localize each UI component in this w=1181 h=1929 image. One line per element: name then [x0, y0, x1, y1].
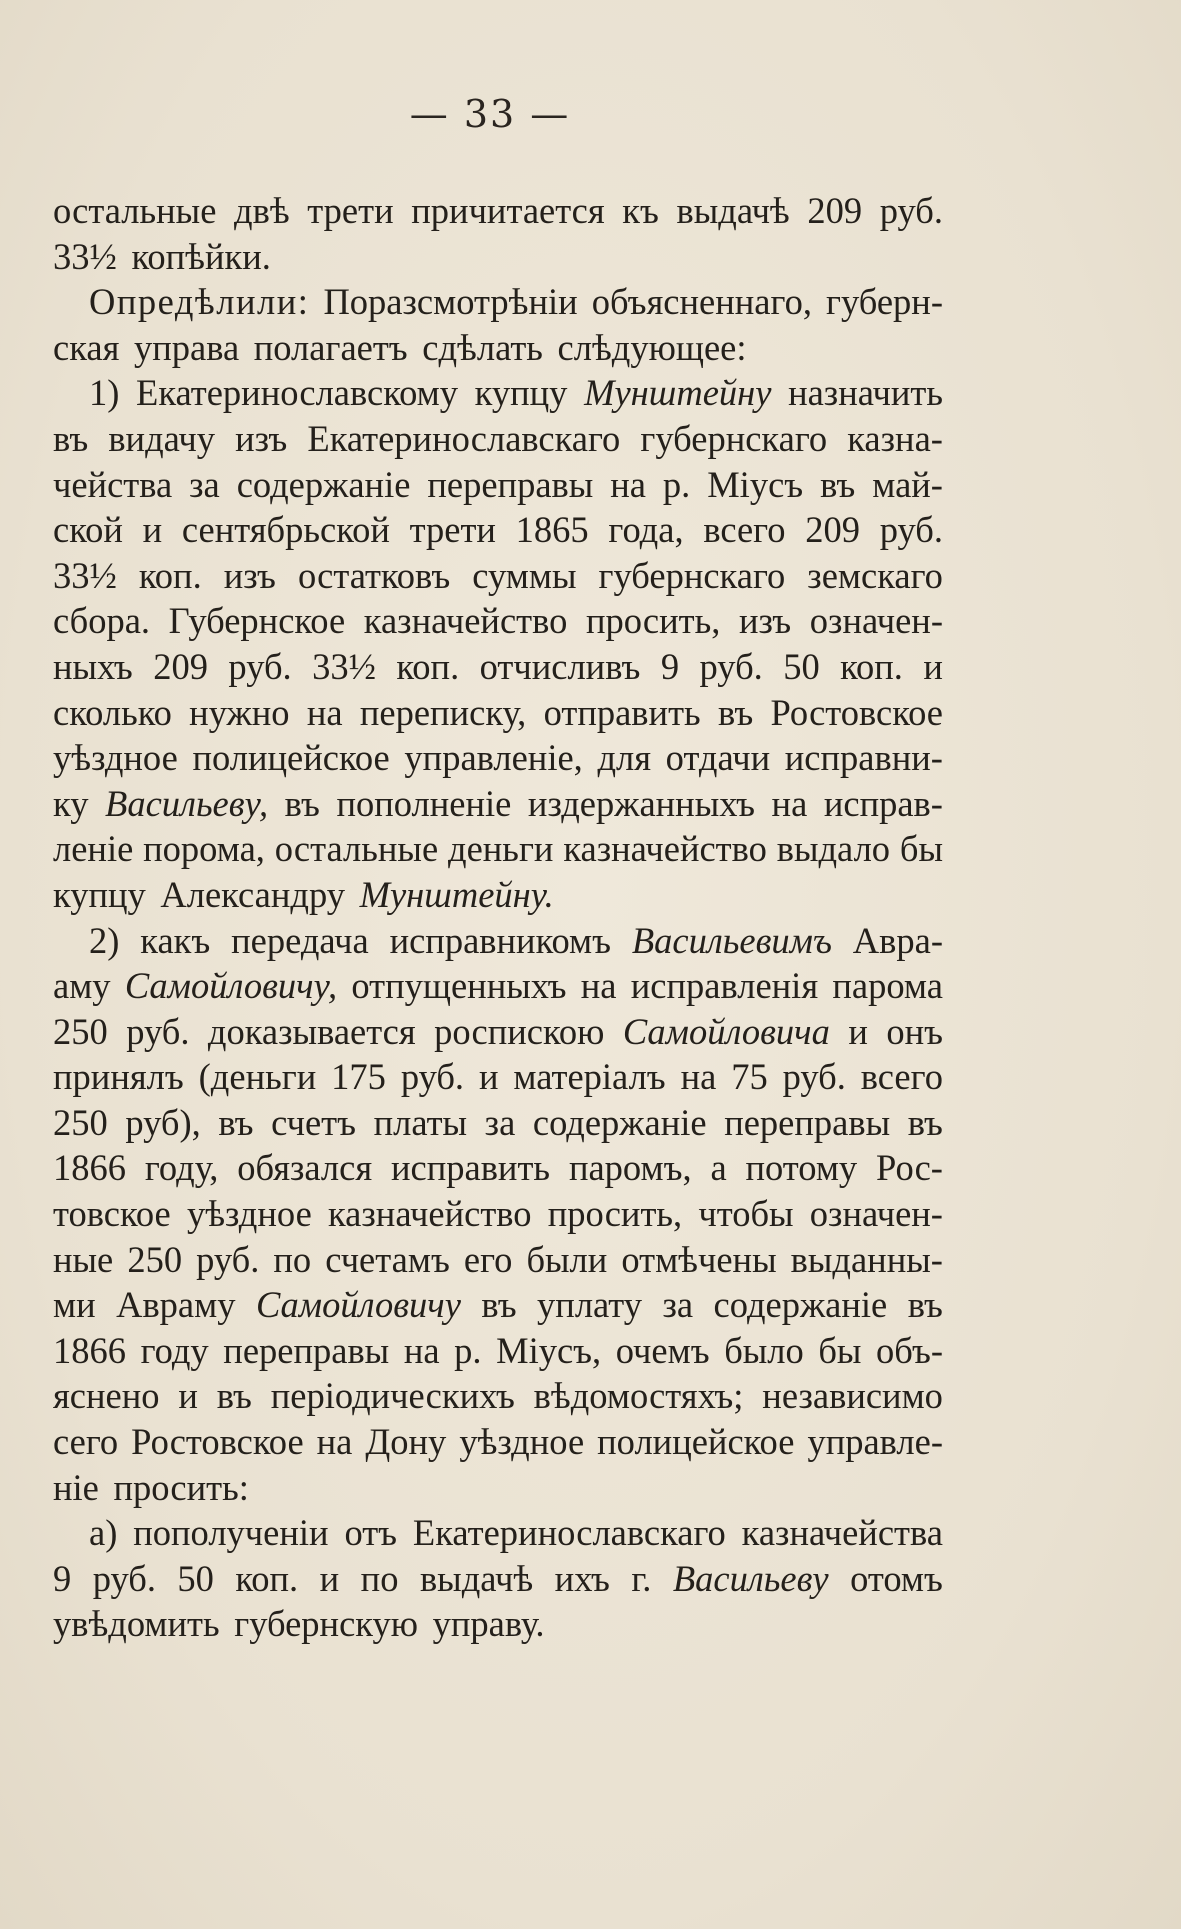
word: полицейское — [192, 737, 390, 779]
word: 75 — [731, 1056, 768, 1098]
word: товское — [53, 1193, 171, 1235]
word: руб. — [228, 645, 292, 687]
word: выданны- — [790, 1238, 943, 1280]
text-line — [53, 1510, 943, 1556]
word: по — [360, 1557, 399, 1599]
text-line — [53, 507, 943, 553]
word: отдачи — [665, 737, 771, 779]
word: казначейство — [363, 600, 568, 642]
word: двѣ — [234, 190, 290, 231]
text-line — [53, 1465, 943, 1511]
word: трети — [409, 509, 496, 551]
word: копѣйки. — [131, 235, 271, 277]
text-line — [53, 188, 943, 234]
word: 209 — [805, 509, 860, 551]
text-line — [53, 1556, 943, 1602]
word: въ — [53, 417, 89, 459]
word: (деньги — [198, 1056, 317, 1098]
word: р. — [662, 463, 691, 505]
word: Екатеринославскаго — [412, 1512, 726, 1554]
word: ская — [53, 326, 120, 368]
word: изъ — [235, 417, 288, 459]
word: коп. — [138, 554, 202, 596]
word: 250 — [53, 1010, 108, 1052]
word: 209 — [153, 645, 208, 687]
word: передача — [231, 919, 369, 961]
word: въ — [218, 1101, 254, 1143]
word: были — [526, 1238, 608, 1280]
word: изъ — [223, 554, 276, 596]
word: и — [319, 1557, 340, 1599]
text-line — [53, 1282, 943, 1328]
word: Авра- — [852, 919, 943, 961]
word: переписку, — [359, 691, 527, 733]
word: парома — [832, 965, 943, 1007]
text-line — [53, 826, 943, 872]
word: въ — [216, 1375, 252, 1417]
word: и — [142, 509, 163, 551]
word: въ — [718, 691, 754, 733]
word: въ — [907, 1101, 943, 1143]
word: Міусъ — [707, 463, 804, 505]
word: на — [580, 965, 617, 1007]
word: уплату — [537, 1284, 643, 1326]
word: исправни- — [784, 737, 943, 779]
word: и — [848, 1010, 868, 1052]
word: 9 — [53, 1557, 72, 1599]
word: 1866 — [53, 1329, 126, 1371]
word: остальные — [53, 190, 217, 231]
word: за — [484, 1101, 516, 1143]
word: г. — [631, 1557, 652, 1599]
word: 250 — [127, 1238, 183, 1280]
word: нужно — [189, 691, 290, 733]
word: ихъ — [554, 1557, 610, 1599]
text-line — [53, 416, 943, 462]
word: уѣздное — [186, 1193, 312, 1235]
word: трети — [307, 190, 394, 231]
word: управленіе, — [404, 737, 583, 779]
word: исправленія — [630, 965, 819, 1007]
word: Губернское — [168, 600, 346, 642]
word: исправить — [390, 1147, 551, 1189]
word: 33½ — [53, 554, 117, 596]
text-line — [53, 1237, 943, 1283]
word: отправить — [543, 691, 701, 733]
text-line — [53, 1145, 943, 1191]
word: казначейства — [741, 1512, 943, 1554]
word: просить, — [547, 1193, 683, 1235]
italic-name: Самойловича — [622, 1010, 830, 1052]
word: доказывается — [207, 1010, 416, 1052]
word: 33½ — [312, 645, 376, 687]
word: какъ — [140, 919, 211, 961]
word: казна- — [847, 417, 943, 459]
word: отъ — [344, 1512, 398, 1554]
text-line — [53, 735, 943, 781]
word: руб), — [125, 1101, 201, 1143]
word: назначить — [788, 372, 943, 414]
word: принялъ — [53, 1056, 184, 1098]
text-line — [53, 781, 943, 827]
word: 209 — [807, 190, 863, 231]
word: руб. — [782, 1056, 846, 1098]
text-line — [53, 1373, 943, 1419]
text-line — [53, 918, 943, 964]
text-line — [53, 1009, 943, 1055]
word: по — [273, 1238, 312, 1280]
word: отчисливъ — [479, 645, 641, 687]
word: сентябрьской — [181, 509, 390, 551]
text-line — [53, 598, 943, 644]
word: 1865 — [515, 509, 589, 551]
word: руб. — [400, 1056, 465, 1098]
word: пополненіе — [336, 782, 512, 824]
word: содержаніе — [532, 1101, 707, 1143]
italic-name: Самойловичу, — [124, 965, 338, 1007]
word: исправникомъ — [389, 919, 611, 961]
word: р. — [454, 1329, 482, 1371]
word: выдачѣ — [676, 190, 790, 231]
word: купцу — [53, 873, 146, 915]
text-line — [53, 872, 943, 918]
word: уѣздное — [459, 1421, 585, 1463]
word: было — [724, 1329, 804, 1371]
word: деньги — [448, 828, 554, 870]
text-line — [53, 553, 943, 599]
word: коп. — [396, 645, 460, 687]
word: порома, — [143, 828, 265, 870]
word: леніе — [53, 828, 134, 870]
word: Поразсмотрѣніи — [323, 281, 578, 323]
word: управа — [133, 326, 240, 368]
word: руб. — [92, 1557, 156, 1599]
word: къ — [622, 190, 659, 231]
word: всего — [703, 509, 786, 551]
word: ской — [53, 509, 123, 551]
word: казначейство — [563, 828, 767, 870]
word: 9 — [660, 645, 680, 687]
word: причитается — [411, 190, 605, 231]
italic-name: Мунштейну — [584, 372, 772, 414]
word: исправ- — [823, 782, 943, 824]
text-line — [53, 1328, 943, 1374]
word: Ростовское — [770, 691, 943, 733]
word: независимо — [762, 1375, 943, 1417]
word: вѣдомостяхъ; — [533, 1375, 744, 1417]
word: означен- — [809, 600, 943, 642]
word: отомъ — [850, 1557, 943, 1599]
word: платы — [373, 1101, 468, 1143]
word: губернскаго — [640, 417, 828, 459]
word: ные — [53, 1238, 114, 1280]
word: полицейское — [597, 1421, 795, 1463]
word: 33½ — [53, 235, 117, 277]
word: онъ — [886, 1010, 943, 1052]
word: слѣдующее: — [557, 326, 747, 368]
word: земскаго — [807, 554, 943, 596]
word: паромъ, — [568, 1147, 692, 1189]
word: руб. — [879, 509, 943, 551]
word: въ — [481, 1284, 517, 1326]
word: на — [610, 463, 646, 505]
word: переправы — [223, 1329, 390, 1371]
word: отмѣчены — [621, 1238, 777, 1280]
word: въ — [907, 1284, 943, 1326]
word: очемъ — [615, 1329, 710, 1371]
word: Ростовское — [131, 1421, 304, 1463]
word: отпущенныхъ — [351, 965, 567, 1007]
word: періодическихъ — [270, 1375, 515, 1417]
word: Александру — [160, 873, 345, 915]
word: матеріалъ — [513, 1056, 666, 1098]
word: въ — [820, 463, 856, 505]
word: содержаніе — [713, 1284, 888, 1326]
word: ніе — [53, 1466, 99, 1508]
word: содержаніе — [236, 463, 411, 505]
text-line — [53, 279, 943, 325]
word: переправы — [724, 1101, 891, 1143]
word: видачу — [108, 417, 215, 459]
word: на — [316, 1421, 353, 1463]
word: казначейство — [327, 1193, 532, 1235]
word: Екатеринославскому — [136, 372, 459, 414]
italic-name: Самойловичу — [255, 1284, 461, 1326]
word: года, — [608, 509, 684, 551]
word: сколько — [53, 691, 172, 733]
word: ку — [53, 782, 89, 824]
text-line — [53, 370, 943, 416]
word: Авраму — [116, 1284, 236, 1326]
word: счетъ — [271, 1101, 356, 1143]
word: на — [771, 782, 808, 824]
word: уѣздное — [53, 737, 178, 779]
body-text — [53, 188, 943, 1647]
word: увѣдомить — [53, 1603, 220, 1645]
word: 2) — [89, 919, 120, 961]
word: руб. — [196, 1238, 260, 1280]
word: и — [478, 1056, 499, 1098]
word: для — [597, 737, 652, 779]
word: на — [680, 1056, 717, 1098]
word: году, — [144, 1147, 219, 1189]
word: бы — [818, 1329, 862, 1371]
text-line — [53, 963, 943, 1009]
word: Екатеринославскаго — [307, 417, 621, 459]
word: а) — [89, 1512, 118, 1554]
word: потому — [745, 1147, 858, 1189]
word: просить: — [113, 1466, 249, 1508]
italic-name: Мунштейну. — [359, 873, 554, 915]
word: Дону — [365, 1421, 447, 1463]
word: ныхъ — [53, 645, 133, 687]
word: на — [306, 691, 343, 733]
word: въ — [284, 782, 320, 824]
word: на — [403, 1329, 440, 1371]
word: 1866 — [53, 1147, 126, 1189]
word: Міусъ, — [496, 1329, 602, 1371]
word: бы — [899, 828, 943, 870]
word: Рос- — [876, 1147, 943, 1189]
word: сдѣлать — [422, 326, 543, 368]
text-line — [53, 1100, 943, 1146]
word: и — [923, 645, 943, 687]
text-line — [53, 644, 943, 690]
word: за — [189, 463, 220, 505]
word: изъ — [738, 600, 792, 642]
word: счетамъ — [325, 1238, 450, 1280]
word: означен- — [809, 1193, 943, 1235]
word: руб. — [699, 645, 763, 687]
word: полагаетъ — [253, 326, 408, 368]
word: руб. — [126, 1010, 190, 1052]
word: остальные — [274, 828, 439, 870]
text-line — [53, 462, 943, 508]
text-line — [53, 325, 943, 371]
word: май- — [872, 463, 943, 505]
word: управле- — [807, 1421, 943, 1463]
word: коп. — [235, 1557, 299, 1599]
word: суммы — [472, 554, 577, 596]
word: а — [710, 1147, 727, 1189]
text-line — [53, 1601, 943, 1647]
word: 50 — [177, 1557, 214, 1599]
word: переправы — [427, 463, 594, 505]
word: губернскаго — [598, 554, 786, 596]
word: купцу — [474, 372, 568, 414]
word: и — [178, 1375, 198, 1417]
word: чейства — [53, 463, 173, 505]
word: объ- — [876, 1329, 943, 1371]
word: пополученіи — [133, 1512, 329, 1554]
word: издержанныхъ — [527, 782, 755, 824]
word: обязался — [237, 1147, 373, 1189]
italic-name: Васильевимъ — [631, 919, 832, 961]
word: 250 — [53, 1101, 108, 1143]
word: его — [463, 1238, 513, 1280]
italic-name: Васильеву, — [105, 782, 269, 824]
page-number: — 33 — — [409, 92, 571, 136]
text-line — [53, 1191, 943, 1237]
word: за — [662, 1284, 694, 1326]
word: чтобы — [698, 1193, 794, 1235]
word: аму — [53, 965, 111, 1007]
word: роспискою — [434, 1010, 605, 1052]
word: 50 — [783, 645, 820, 687]
word: объясненнаго, — [591, 281, 812, 323]
italic-name: Васильеву — [672, 1557, 829, 1599]
word: сего — [53, 1421, 119, 1463]
word: выдало — [776, 828, 891, 870]
word: сбора. — [53, 600, 151, 642]
word: яснено — [53, 1375, 160, 1417]
word: просить, — [585, 600, 721, 642]
text-line — [53, 1054, 943, 1100]
word: губерн- — [826, 281, 943, 323]
word: губернскую — [234, 1603, 418, 1645]
word: выдачѣ — [419, 1557, 534, 1599]
word: всего — [860, 1056, 943, 1098]
word: году — [140, 1329, 209, 1371]
word: 1) — [89, 372, 120, 414]
word: Опредѣлили: — [89, 281, 310, 323]
word: остатковъ — [297, 554, 451, 596]
word: управу. — [432, 1603, 545, 1645]
word: 175 — [331, 1056, 386, 1098]
word: руб. — [879, 190, 943, 231]
text-line — [53, 1419, 943, 1465]
text-line — [53, 234, 943, 280]
text-line — [53, 690, 943, 736]
word: ми — [53, 1284, 96, 1326]
word: коп. — [840, 645, 903, 687]
